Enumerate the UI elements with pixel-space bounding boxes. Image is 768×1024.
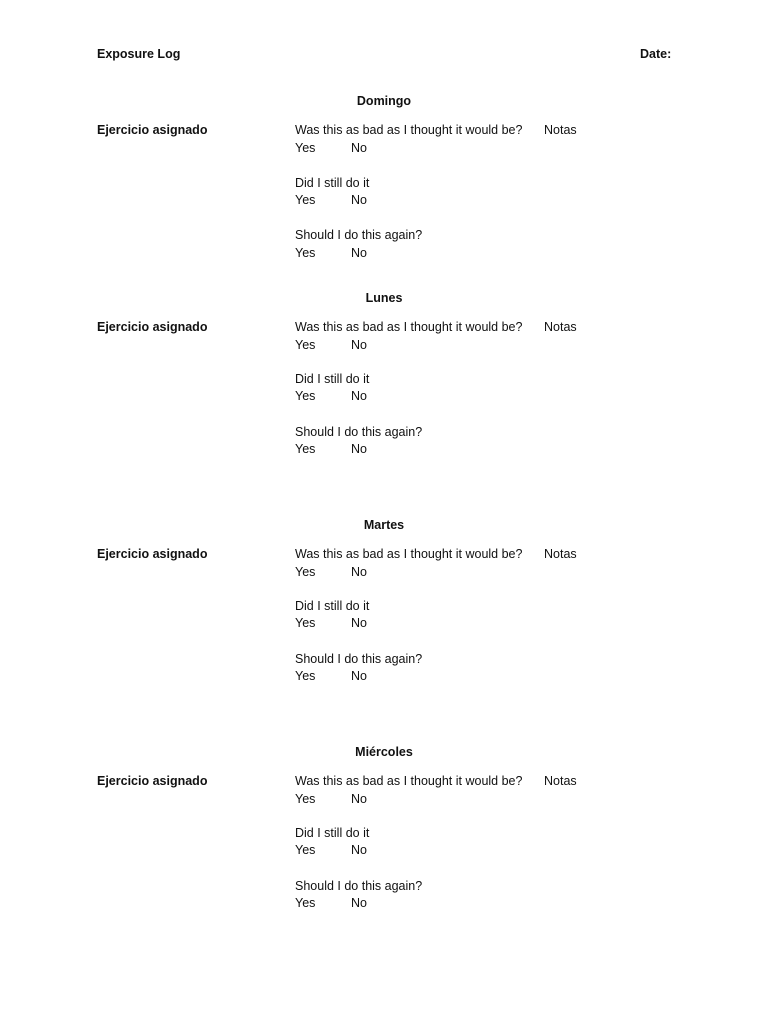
answer-no: No: [351, 193, 367, 207]
answer-no: No: [351, 792, 367, 806]
question-do-again: Should I do this again?: [295, 879, 423, 893]
question-still-do-it: Did I still do it: [295, 176, 370, 190]
answer-no: No: [351, 141, 367, 155]
day-name: Lunes: [365, 291, 403, 305]
answer-yes: Yes: [295, 193, 316, 207]
question-bad-as-thought: Was this as bad as I thought it would be?: [295, 774, 523, 788]
day-section-lunes: [0, 291, 768, 456]
day-name: Miércoles: [355, 745, 413, 759]
question-bad-as-thought: Was this as bad as I thought it would be?: [295, 547, 523, 561]
day-name: Martes: [363, 518, 405, 532]
notes-label: Notas: [544, 774, 577, 788]
answer-yes: Yes: [295, 792, 316, 806]
answer-yes: Yes: [295, 141, 316, 155]
notes-label: Notas: [544, 320, 577, 334]
question-still-do-it: Did I still do it: [295, 826, 370, 840]
answer-no: No: [351, 616, 367, 630]
answer-yes: Yes: [295, 843, 316, 857]
answer-no: No: [351, 843, 367, 857]
answer-no: No: [351, 565, 367, 579]
notes-label: Notas: [544, 123, 577, 137]
question-do-again: Should I do this again?: [295, 652, 423, 666]
notes-label: Notas: [544, 547, 577, 561]
answer-no: No: [351, 442, 367, 456]
answer-yes: Yes: [295, 389, 316, 403]
question-do-again: Should I do this again?: [295, 425, 423, 439]
date-label: Date:: [640, 47, 672, 61]
answer-no: No: [351, 389, 367, 403]
question-do-again: Should I do this again?: [295, 228, 423, 242]
answer-yes: Yes: [295, 442, 316, 456]
document-title: Exposure Log: [97, 47, 181, 61]
answer-no: No: [351, 338, 367, 352]
exercise-label: Ejercicio asignado: [97, 320, 208, 334]
answer-yes: Yes: [295, 246, 316, 260]
question-still-do-it: Did I still do it: [295, 599, 370, 613]
question-bad-as-thought: Was this as bad as I thought it would be?: [295, 320, 523, 334]
answer-no: No: [351, 896, 367, 910]
exercise-label: Ejercicio asignado: [97, 774, 208, 788]
question-still-do-it: Did I still do it: [295, 372, 370, 386]
day-section-martes: [0, 518, 768, 683]
day-name: Domingo: [356, 94, 412, 108]
answer-yes: Yes: [295, 338, 316, 352]
answer-yes: Yes: [295, 565, 316, 579]
answer-no: No: [351, 246, 367, 260]
day-section-domingo: [0, 94, 768, 260]
answer-yes: Yes: [295, 669, 316, 683]
exercise-label: Ejercicio asignado: [97, 547, 208, 561]
exercise-label: Ejercicio asignado: [97, 123, 208, 137]
answer-yes: Yes: [295, 616, 316, 630]
day-section-miercoles: [0, 745, 768, 910]
answer-no: No: [351, 669, 367, 683]
answer-yes: Yes: [295, 896, 316, 910]
question-bad-as-thought: Was this as bad as I thought it would be?: [295, 123, 523, 137]
